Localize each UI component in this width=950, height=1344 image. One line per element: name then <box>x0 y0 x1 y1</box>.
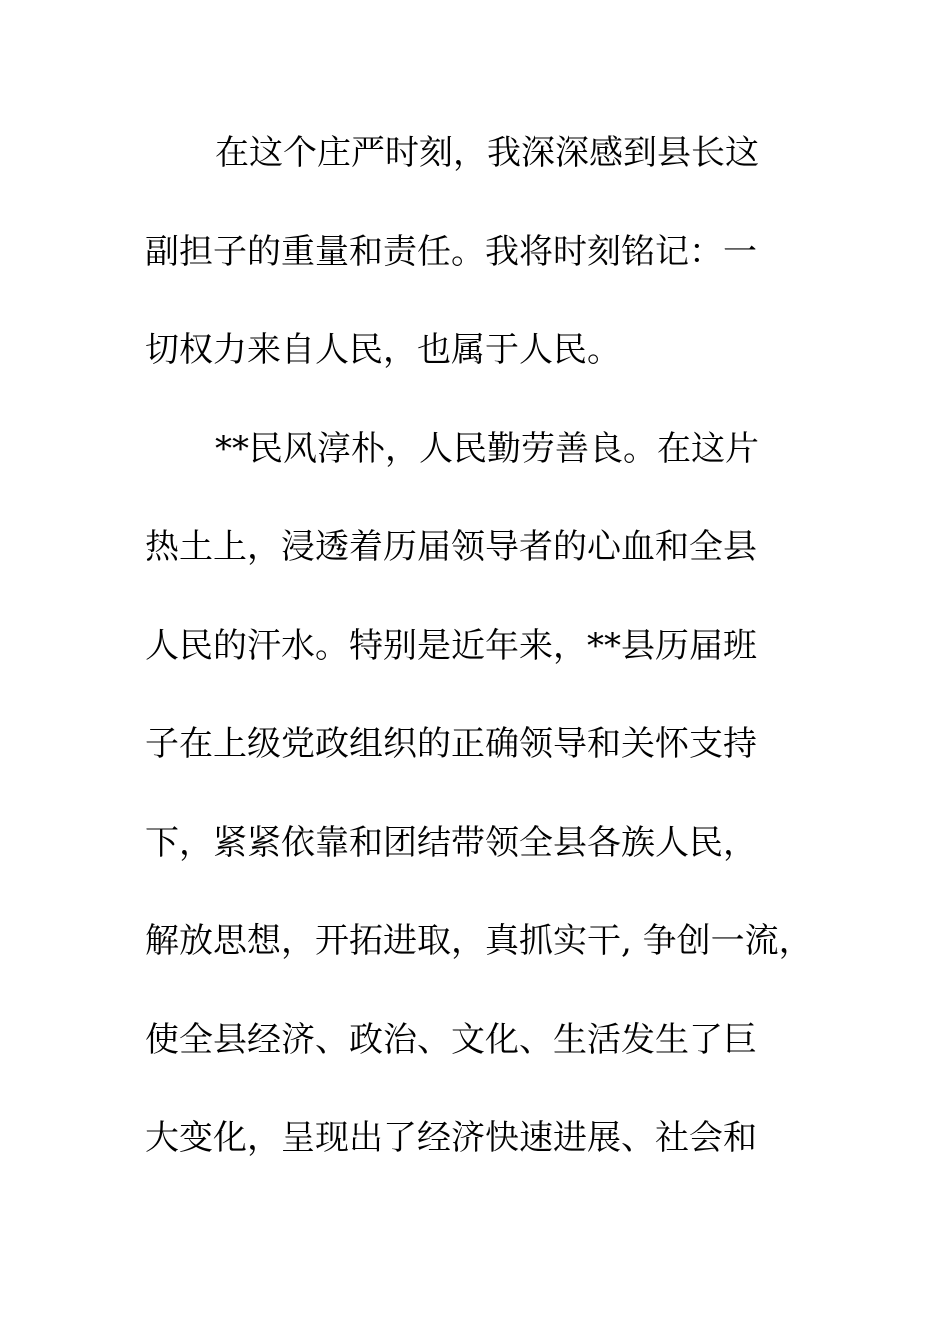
paragraph-1-line-2: 副担子的重量和责任。我将时刻铭记：一 <box>145 231 757 272</box>
paragraph-2-line-3: 人民的汗水。特别是近年来，**县历届班 <box>145 625 757 666</box>
body-text <box>145 125 845 1209</box>
paragraph-2-line-4: 子在上级党政组织的正确领导和关怀支持 <box>145 724 757 764</box>
paragraph-2-line-2: 热土上，浸透着历届领导者的心血和全县 <box>145 527 757 567</box>
paragraph-2-line-7: 使全县经济、政治、文化、生活发生了巨 <box>145 1019 757 1060</box>
paragraph-1-line-1: 在这个庄严时刻，我深深感到县长这 <box>215 133 759 173</box>
paragraph-1-line-3: 切权力来自人民，也属于人民。 <box>145 330 621 370</box>
paragraph-2-line-5: 下，紧紧依靠和团结带领全县各族人民， <box>145 822 757 863</box>
paragraph-2-line-8: 大变化，呈现出了经济快速进展、社会和 <box>145 1118 757 1158</box>
paragraph-2-line-6: 解放思想，开拓进取，真抓实干, 争创一流， <box>145 921 813 961</box>
paragraph-2-line-1: **民风淳朴，人民勤劳善良。在这片 <box>215 428 759 469</box>
